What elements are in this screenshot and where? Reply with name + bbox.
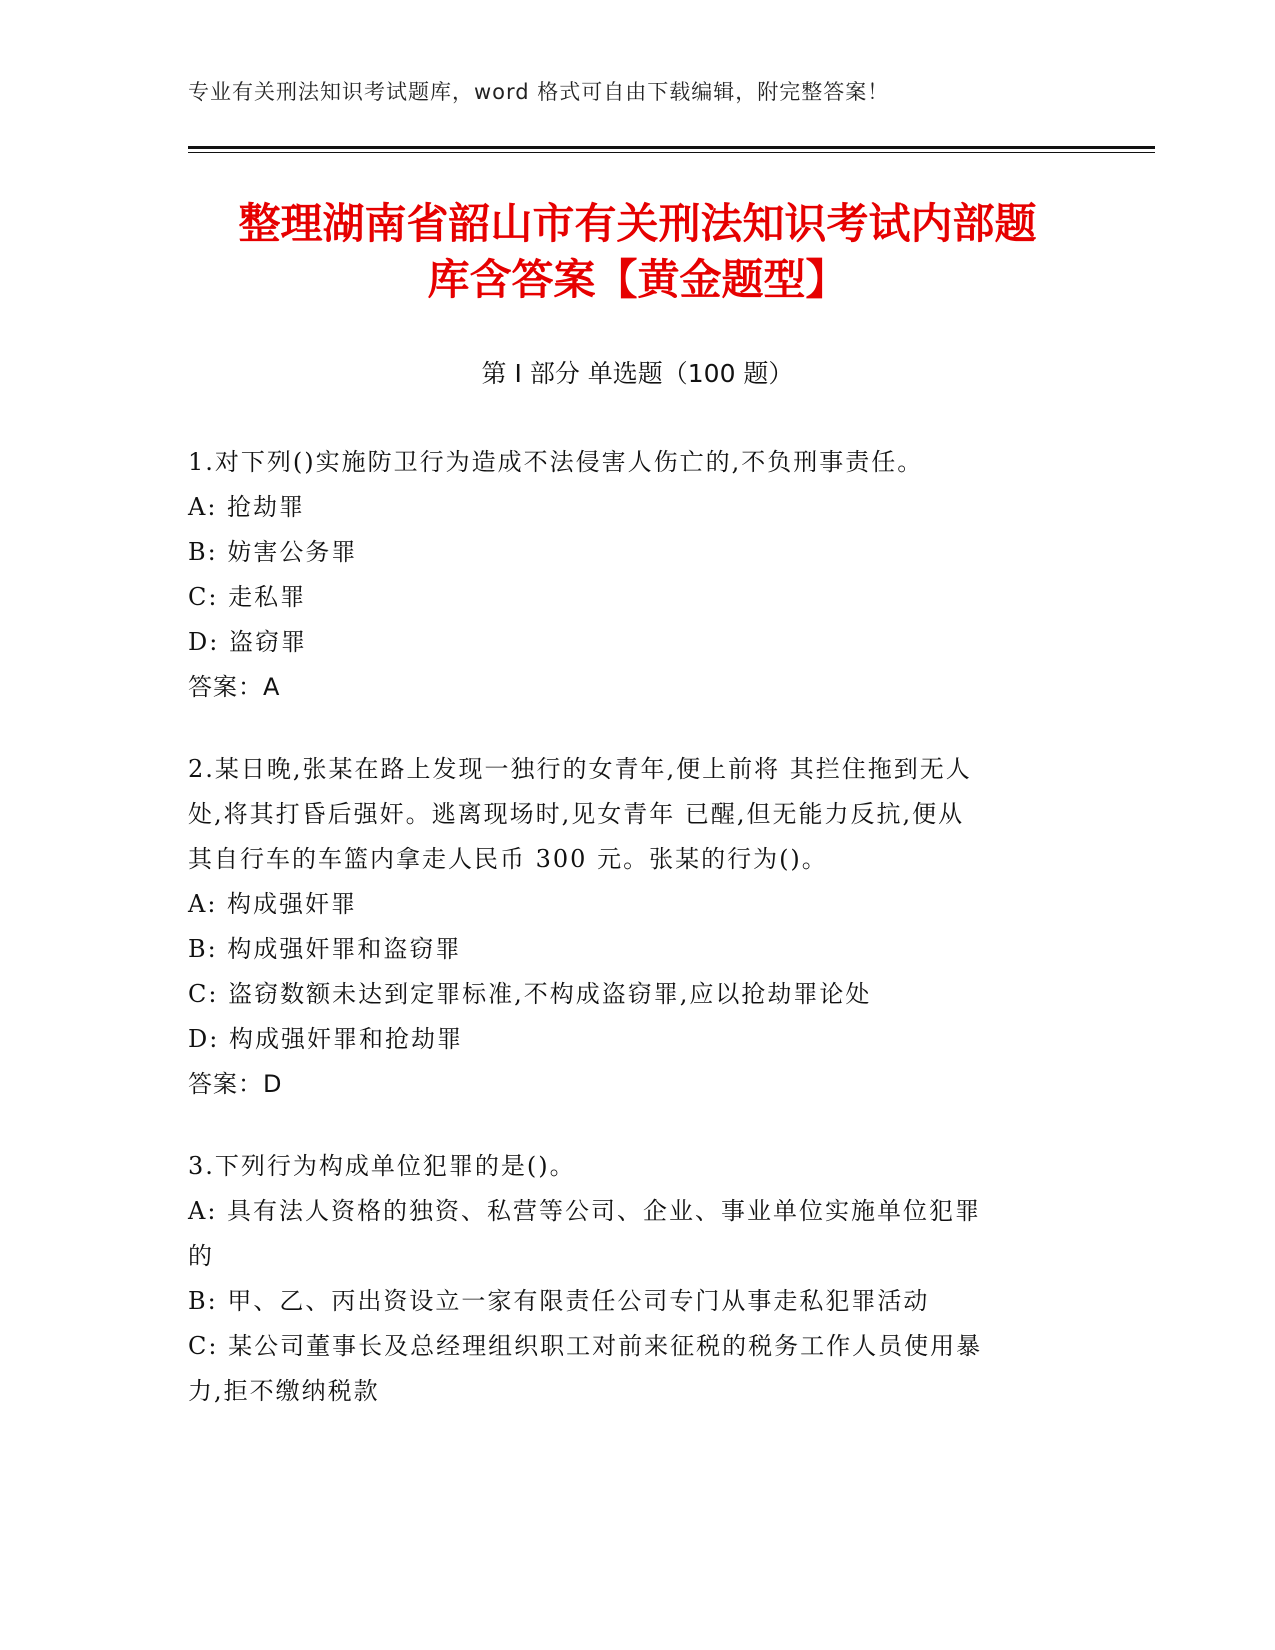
question-stem: 1.对下列()实施防卫行为造成不法侵害人伤亡的,不负刑事责任。: [188, 448, 924, 476]
option-c: C: 盗窃数额未达到定罪标准,不构成盗窃罪,应以抢劫罪论处: [188, 980, 872, 1008]
section-title: 第 I 部分 单选题（100 题）: [481, 359, 794, 388]
question-1: [188, 440, 1088, 710]
option-b: B: 构成强奸罪和盗窃罪: [188, 935, 462, 963]
question-3: [188, 1144, 1088, 1414]
option-a: A: 具有法人资格的独资、私营等公司、企业、事业单位实施单位犯罪: [188, 1197, 982, 1225]
header-note: 专业有关刑法知识考试题库，word 格式可自由下载编辑，附完整答案！: [188, 80, 890, 104]
option-d: D: 构成强奸罪和抢劫罪: [188, 1025, 463, 1053]
question-stem: 2.某日晚,张某在路上发现一独行的女青年,便上前将 其拦住拖到无人: [188, 755, 972, 783]
option-c-continued: 力,拒不缴纳税款: [188, 1377, 380, 1405]
question-list: [188, 440, 1088, 1451]
title-line-2: 库含答案【黄金题型】: [427, 255, 848, 304]
option-c: C: 某公司董事长及总经理组织职工对前来征税的税务工作人员使用暴: [188, 1332, 983, 1360]
answer: 答案：D: [188, 1070, 283, 1098]
question-2: [188, 747, 1088, 1107]
option-a: A: 抢劫罪: [188, 493, 306, 521]
option-b: B: 妨害公务罪: [188, 538, 358, 566]
question-stem: 处,将其打昏后强奸。逃离现场时,见女青年 已醒,但无能力反抗,便从: [188, 800, 965, 828]
question-stem: 其自行车的车篮内拿走人民币 300 元。张某的行为()。: [188, 845, 828, 873]
title-line-1: 整理湖南省韶山市有关刑法知识考试内部题: [238, 199, 1037, 248]
header-rule-thin: [188, 152, 1155, 153]
document-title: [150, 196, 1125, 308]
answer: 答案：A: [188, 673, 281, 701]
option-c: C: 走私罪: [188, 583, 307, 611]
option-b: B: 甲、乙、丙出资设立一家有限责任公司专门从事走私犯罪活动: [188, 1287, 930, 1315]
option-d: D: 盗窃罪: [188, 628, 307, 656]
question-stem: 3.下列行为构成单位犯罪的是()。: [188, 1152, 576, 1180]
option-a-continued: 的: [188, 1242, 214, 1270]
option-a: A: 构成强奸罪: [188, 890, 358, 918]
header-rule-thick: [188, 146, 1155, 149]
